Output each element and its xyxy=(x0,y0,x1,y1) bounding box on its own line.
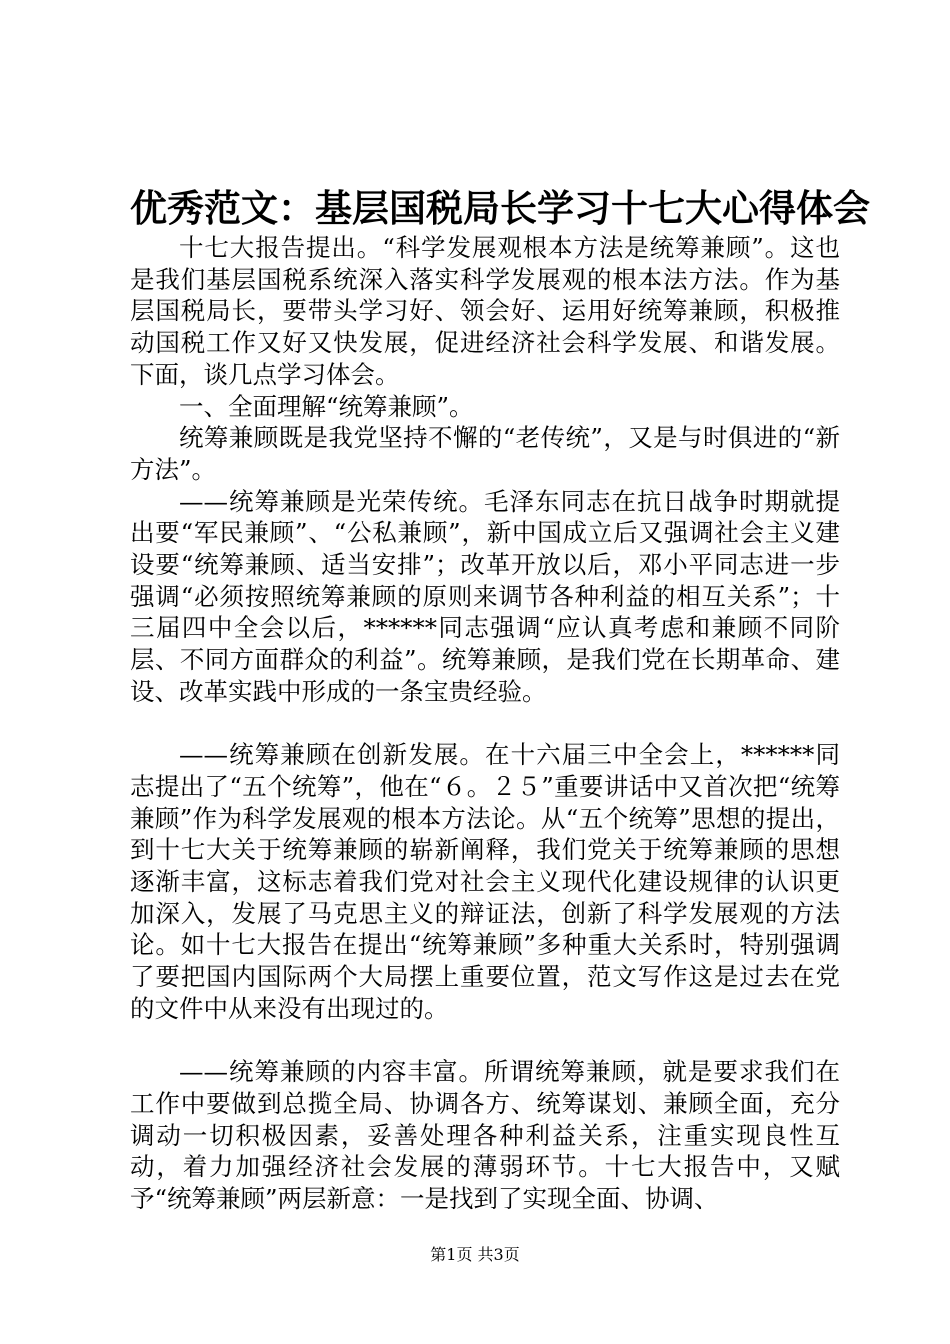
paragraph-content: ——统筹兼顾的内容丰富。所谓统筹兼顾，就是要求我们在工作中要做到总揽全局、协调各方、统筹谋划、兼顾全面，充分调动一切积极因素，妥善处理各种利益关系，注重实现良性互动，着力加强经济社会发展的薄弱环节。十七大报告中，又赋予“统筹兼顾”两层新意：一是找到了实现全面、协调、 xyxy=(130,1057,840,1214)
paragraph-summary: 统筹兼顾既是我党坚持不懈的“老传统”，又是与时俱进的“新方法”。 xyxy=(130,423,840,484)
document-body xyxy=(130,232,840,1215)
paragraph-intro: 十七大报告提出。“科学发展观根本方法是统筹兼顾”。这也是我们基层国税系统深入落实科学发展观的根本法方法。作为基层国税局长，要带头学习好、领会好、运用好统筹兼顾，积极推动国税工作又好又快发展，促进经济社会科学发展、和谐发展。下面，谈几点学习体会。 xyxy=(130,233,840,389)
document-title: 优秀范文：基层国税局长学习十七大心得体会 xyxy=(130,186,870,230)
paragraph-innovation: ——统筹兼顾在创新发展。在十六届三中全会上，******同志提出了“五个统筹”，他在“６。２５”重要讲话中又首次把“统筹兼顾”作为科学发展观的根本方法论。从“五个统筹”思想的提出，到十七大关于统筹兼顾的崭新阐释，我们党关于统筹兼顾的思想逐渐丰富，这标志着我们党对社会主义现代化建设规律的认识更加深入，发展了马克思主义的辩证法，创新了科学发展观的方法论。如十七大报告在提出“统筹兼顾”多种重大关系时，特别强调了要把国内国际两个大局摆上重要位置，范文写作这是过去在党的文件中从来没有出现过的。 xyxy=(130,740,840,1023)
section-heading: 一、全面理解“统筹兼顾”。 xyxy=(179,391,474,421)
paragraph-tradition: ——统筹兼顾是光荣传统。毛泽东同志在抗日战争时期就提出要“军民兼顾”、“公私兼顾”，新中国成立后又强调社会主义建设要“统筹兼顾、适当安排”；改革开放以后，邓小平同志进一步强调“必须按照统筹兼顾的原则来调节各种利益的相互关系”；十三届四中全会以后，******同志强调“应认真考虑和兼顾不同阶层、不同方面群众的利益”。统筹兼顾，是我们党在长期革命、建设、改革实践中形成的一条宝贵经验。 xyxy=(130,486,840,706)
page-number-footer: 第1页 共3页 xyxy=(430,1245,520,1264)
